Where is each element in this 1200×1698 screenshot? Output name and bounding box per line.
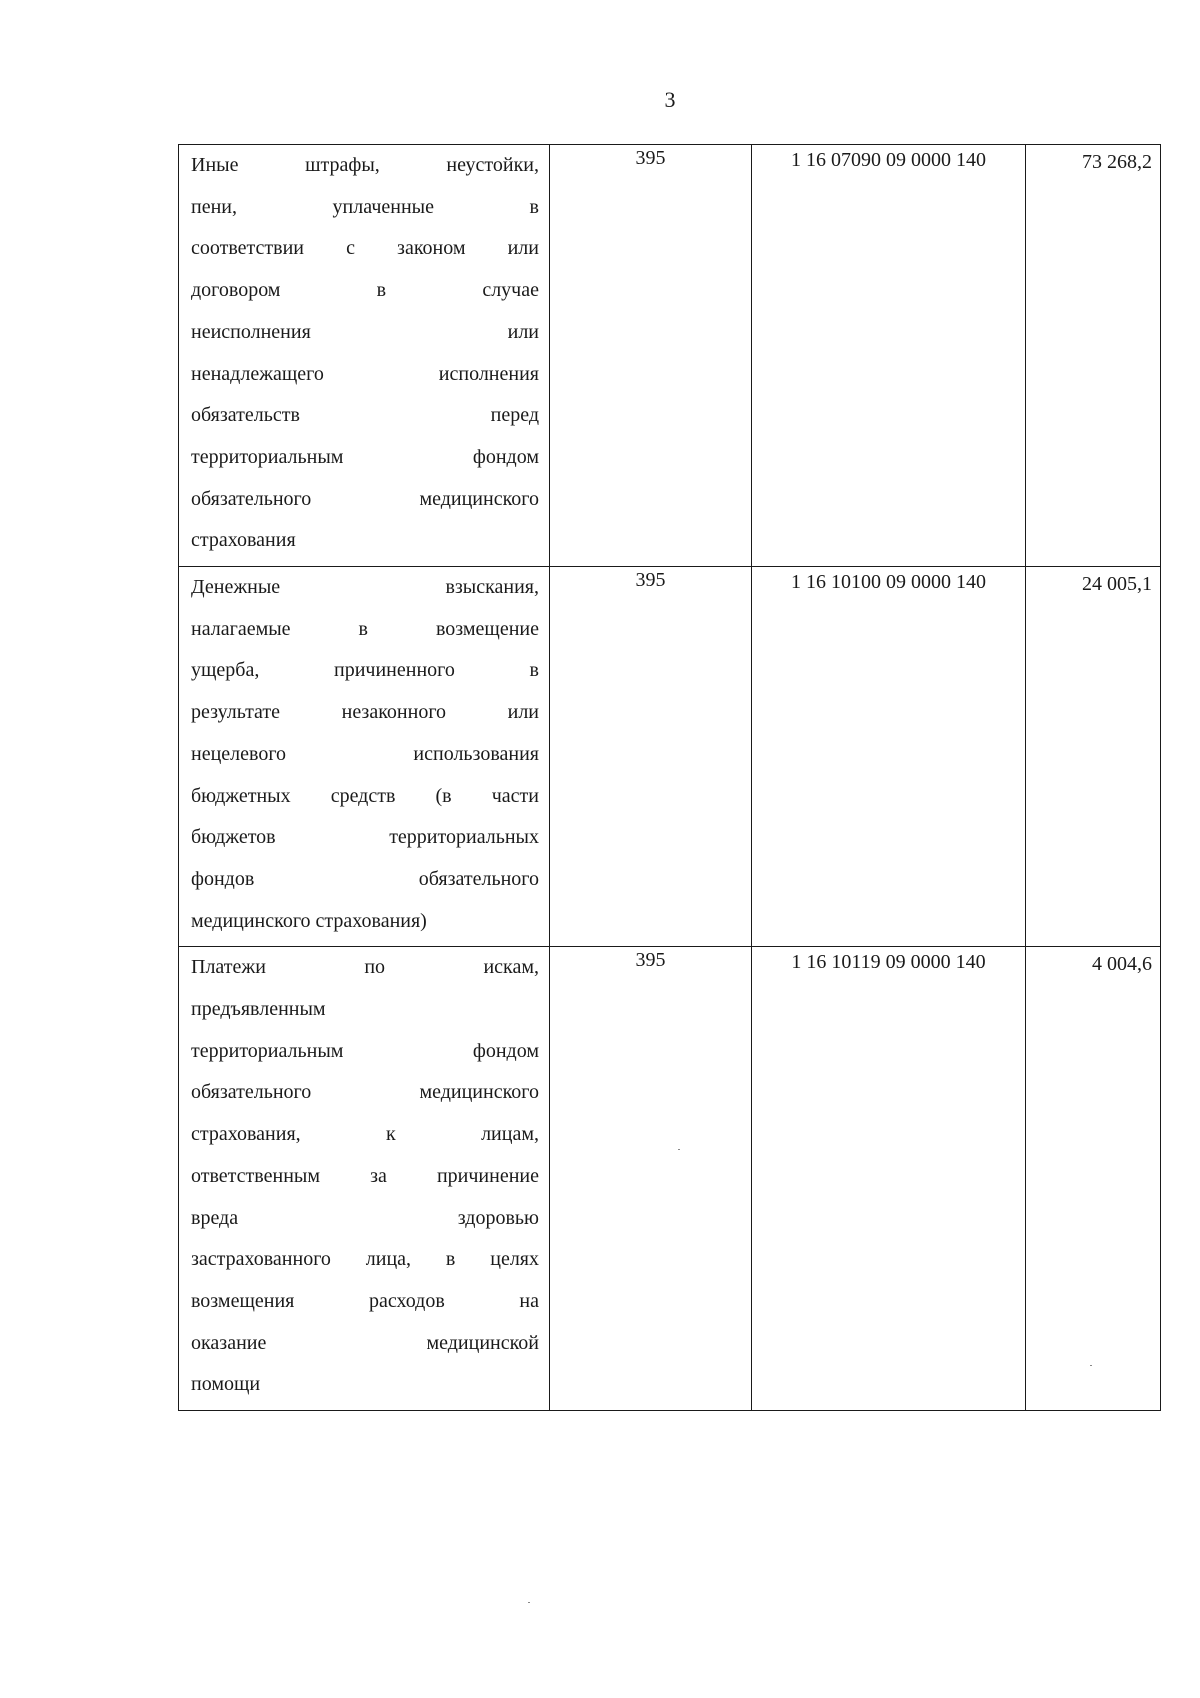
description-line: пени, уплаченные в <box>191 195 539 218</box>
description-line: соответствии с законом или <box>191 237 539 260</box>
description-line: застрахованного лица, в целях <box>191 1248 539 1271</box>
admin-code-cell: 395 <box>550 145 752 567</box>
revenue-description-cell <box>179 567 550 947</box>
scan-speck <box>528 1602 530 1603</box>
revenue-description <box>191 947 539 1406</box>
budget-classification-code-cell: 1 16 10119 09 0000 140 <box>752 947 1026 1411</box>
description-line: территориальным фондом <box>191 1039 539 1062</box>
revenue-description-cell <box>179 947 550 1411</box>
description-line: бюджетных средств (в части <box>191 784 539 807</box>
admin-code-cell: 395 <box>550 567 752 947</box>
amount-cell: 24 005,1 <box>1026 567 1161 947</box>
description-line: страхования, к лицам, <box>191 1123 539 1146</box>
table-row <box>179 145 1161 567</box>
description-line: ответственным за причинение <box>191 1164 539 1187</box>
description-line: нецелевого использования <box>191 742 539 765</box>
amount-cell: 4 004,6 <box>1026 947 1161 1411</box>
description-line: возмещения расходов на <box>191 1289 539 1312</box>
description-line: фондов обязательного <box>191 867 539 890</box>
description-line: обязательного медицинского <box>191 487 539 510</box>
description-line: обязательного медицинского <box>191 1081 539 1104</box>
description-line: страхования <box>191 529 296 552</box>
scan-speck <box>1090 1365 1092 1366</box>
description-line: бюджетов территориальных <box>191 826 539 849</box>
description-line: предъявленным <box>191 998 326 1021</box>
description-line: оказание медицинской <box>191 1331 539 1354</box>
revenue-description <box>191 145 539 562</box>
budget-classification-code-cell: 1 16 07090 09 0000 140 <box>752 145 1026 567</box>
description-line: договором в случае <box>191 279 539 302</box>
description-line: вреда здоровью <box>191 1206 539 1229</box>
description-line: помощи <box>191 1373 261 1396</box>
table-row <box>179 567 1161 947</box>
revenue-description <box>191 567 539 942</box>
description-line: результате незаконного или <box>191 701 539 724</box>
scan-speck <box>678 1149 680 1150</box>
revenue-description-cell <box>179 145 550 567</box>
page-number: 3 <box>664 87 676 112</box>
table-row <box>179 947 1161 1411</box>
description-line: Иные штрафы, неустойки, <box>191 154 539 176</box>
description-line: Денежные взыскания, <box>191 576 539 599</box>
revenue-table <box>178 144 1161 1411</box>
description-line: медицинского страхования) <box>191 909 427 932</box>
description-line: налагаемые в возмещение <box>191 617 539 640</box>
budget-classification-code-cell: 1 16 10100 09 0000 140 <box>752 567 1026 947</box>
description-line: ущерба, причиненного в <box>191 659 539 682</box>
admin-code-cell: 395 <box>550 947 752 1411</box>
amount-cell: 73 268,2 <box>1026 145 1161 567</box>
description-line: обязательств перед <box>191 404 539 427</box>
description-line: территориальным фондом <box>191 445 539 468</box>
description-line: Платежи по искам, <box>191 956 539 979</box>
description-line: неисполнения или <box>191 320 539 343</box>
description-line: ненадлежащего исполнения <box>191 362 539 385</box>
